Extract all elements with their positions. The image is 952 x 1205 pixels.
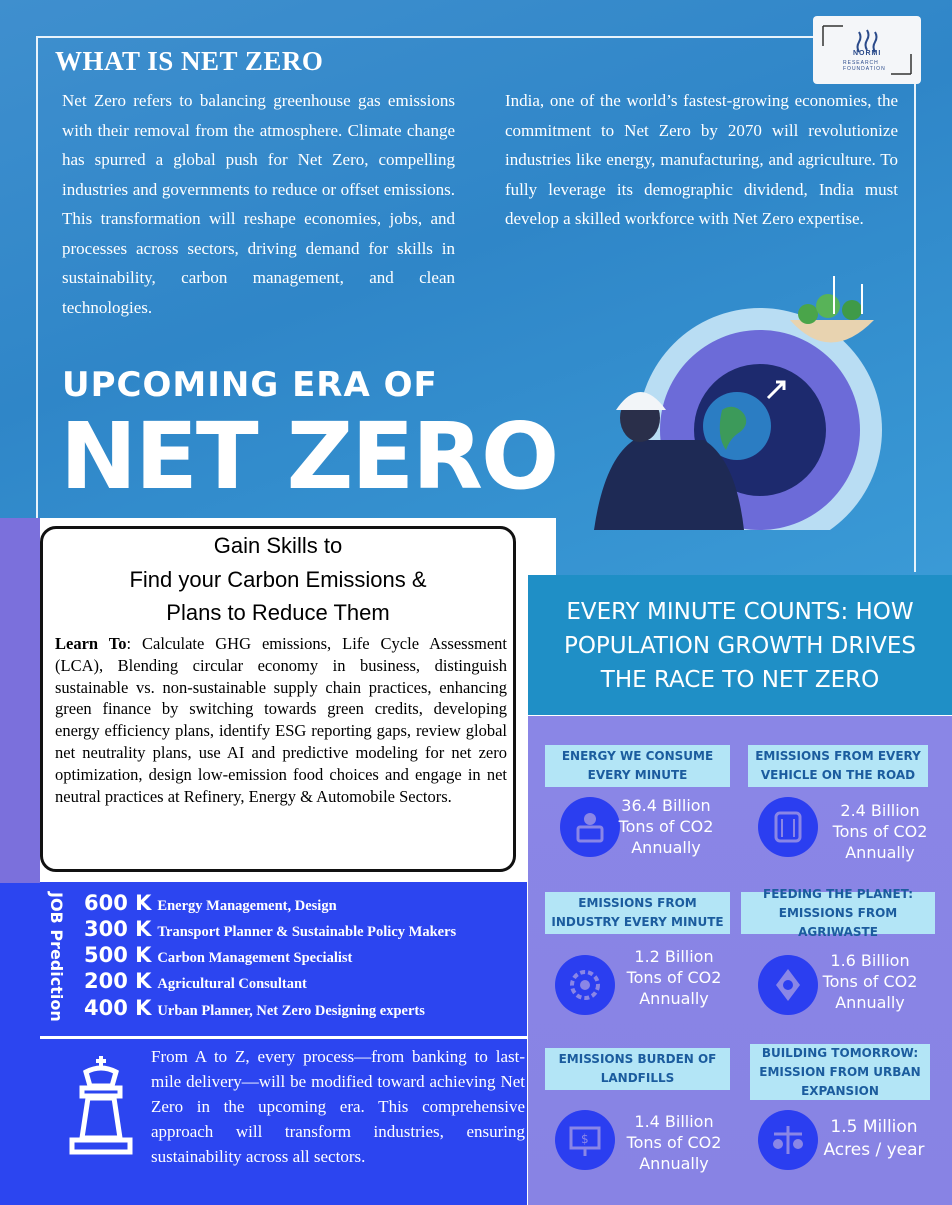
stat-value-line: Tons of CO2	[626, 968, 722, 987]
job-prediction-label: JOB Prediction	[47, 892, 66, 1022]
stat-value	[810, 950, 930, 1013]
hero-net-zero: NET ZERO	[60, 403, 558, 510]
stat-value-line: Tons of CO2	[626, 1133, 722, 1152]
job-row	[84, 969, 307, 993]
skills-title-2: Find your Carbon Emissions &	[129, 567, 427, 592]
hero-illustration	[572, 270, 912, 530]
stat-label	[545, 1048, 730, 1090]
learn-body: : Calculate GHG emissions, Life Cycle Assessment (LCA), Blending circular economy in business, distinguish sustainable vs. non-sustainable supply chain practices, enhancing green finance by switching towards green credits, developing energy efficiency plans, identify ESG reporting gaps, review global net neutrality plans, use AI and predictive modeling for net zero optimization, design low-emission food choices and engage in net neutral practices at Refinery, Energy & Automobile Sectors.	[55, 634, 507, 806]
stat-label	[545, 892, 730, 934]
stat-label-line: EMISSIONS FROM EVERY	[755, 749, 921, 763]
learn-label: Learn To	[55, 634, 127, 653]
stat-label-line: EMISSION FROM URBAN	[759, 1064, 921, 1079]
stat-label	[750, 1044, 930, 1100]
stat-label-line: INDUSTRY EVERY MINUTE	[551, 915, 724, 929]
stat-value	[814, 1116, 934, 1162]
logo-sub: RESEARCH FOUNDATION	[843, 60, 886, 72]
job-desc: Urban Planner, Net Zero Designing experts	[157, 1003, 425, 1019]
job-num: 200 K	[84, 969, 152, 993]
logo	[813, 16, 921, 84]
job-desc: Transport Planner & Sustainable Policy Makers	[157, 924, 457, 940]
what-is-para-left: Net Zero refers to balancing greenhouse gas emissions with their removal from the atmosphere. Climate change has spurred a global push for Net Zero, compelling industries and governments to reduce or offset emissions. This transformation will reshape economies, jobs, and processes across sectors, driving demand for skills in sustainability, carbon management, and clean technologies.	[62, 91, 455, 317]
stat-label	[545, 745, 730, 787]
stat-value-line: 36.4 Billion	[621, 796, 711, 815]
stat-value-line: 1.6 Billion	[830, 951, 910, 970]
every-minute-banner	[528, 575, 952, 715]
every-minute-heading	[528, 595, 952, 697]
logo-brand: NORMI	[853, 50, 882, 57]
job-row	[84, 891, 337, 915]
what-is-heading: WHAT IS NET ZERO	[55, 46, 324, 76]
stat-value-line: 1.2 Billion	[634, 947, 714, 966]
job-row	[84, 943, 352, 967]
job-row	[84, 917, 456, 941]
stat-label-line: EMISSIONS FROM AGRIWASTE	[778, 905, 898, 939]
every-minute-line-2: POPULATION GROWTH DRIVES	[563, 633, 917, 659]
stat-label-line: VEHICLE ON THE ROAD	[760, 768, 916, 782]
what-is-para-right: India, one of the world’s fastest-growing economies, the commitment to Net Zero by 2070 will revolutionize industries like energy, manufacturing, and agriculture. To fully leverage its demographic dividend, India must develop a skilled workforce with Net Zero expertise.	[505, 91, 898, 228]
job-num: 500 K	[84, 943, 152, 967]
every-minute-line-3: THE RACE TO NET ZERO	[600, 667, 880, 693]
stat-label-line: EXPANSION	[801, 1083, 879, 1098]
stat-value-line: Annually	[639, 1154, 709, 1173]
stat-value-line: 1.4 Billion	[634, 1112, 714, 1131]
stat-label-line: LANDFILLS	[600, 1071, 675, 1085]
stat-value-line: Annually	[835, 993, 905, 1012]
job-desc: Carbon Management Specialist	[157, 950, 353, 966]
stat-value-line: 2.4 Billion	[840, 801, 920, 820]
stat-value	[612, 946, 736, 1009]
job-desc: Agricultural Consultant	[157, 976, 307, 992]
stat-value	[820, 800, 940, 863]
job-num: 400 K	[84, 996, 152, 1020]
stat-value-line: Tons of CO2	[618, 817, 714, 836]
stat-value-line: Annually	[639, 989, 709, 1008]
stat-label-line: EMISSIONS BURDEN OF	[558, 1052, 717, 1066]
stat-label	[741, 886, 935, 939]
job-desc: Energy Management, Design	[157, 898, 337, 914]
vehicle-icon	[758, 797, 818, 857]
gear-icon	[555, 955, 615, 1015]
hero-upcoming: UPCOMING ERA OF	[62, 365, 438, 405]
stat-value-line: 1.5 Million	[830, 1117, 918, 1137]
stat-label-line: EVERY MINUTE	[587, 768, 688, 782]
stat-value	[606, 795, 726, 858]
job-row	[84, 996, 425, 1020]
stat-value-line: Tons of CO2	[822, 972, 918, 991]
bottom-text: From A to Z, every process—from banking to last-mile delivery—will be modified toward achieving Net Zero in the upcoming era. This comprehensive approach will transform industries, ensuring sustainability across all sectors.	[151, 1047, 525, 1166]
svg-text:$: $	[581, 1132, 589, 1146]
stat-label-line: EMISSIONS FROM	[578, 896, 697, 910]
stat-value-line: Annually	[631, 838, 701, 857]
stat-value-line: Annually	[845, 843, 915, 862]
every-minute-line-1: EVERY MINUTE COUNTS: HOW	[566, 599, 914, 625]
job-num: 600 K	[84, 891, 152, 915]
skills-title-1: Gain Skills to	[213, 533, 343, 558]
balance-icon	[758, 1110, 818, 1170]
recycle-icon	[758, 955, 818, 1015]
left-accent-bar	[0, 518, 40, 883]
chess-king-icon	[56, 1052, 146, 1162]
skills-title-3: Plans to Reduce Them	[166, 600, 390, 625]
stat-value-line: Acres / year	[823, 1140, 925, 1160]
stat-value	[614, 1111, 734, 1174]
job-num: 300 K	[84, 917, 152, 941]
job-side-bar	[0, 883, 40, 1205]
stat-label-line: FEEDING THE PLANET:	[763, 886, 913, 901]
skills-body	[55, 633, 507, 807]
skills-box	[40, 526, 516, 872]
stat-label	[748, 745, 928, 787]
stat-label-line: ENERGY WE CONSUME	[561, 749, 714, 763]
presentation-icon	[555, 1110, 615, 1170]
stat-label-line: BUILDING TOMORROW:	[761, 1045, 919, 1060]
stat-value-line: Tons of CO2	[832, 822, 928, 841]
